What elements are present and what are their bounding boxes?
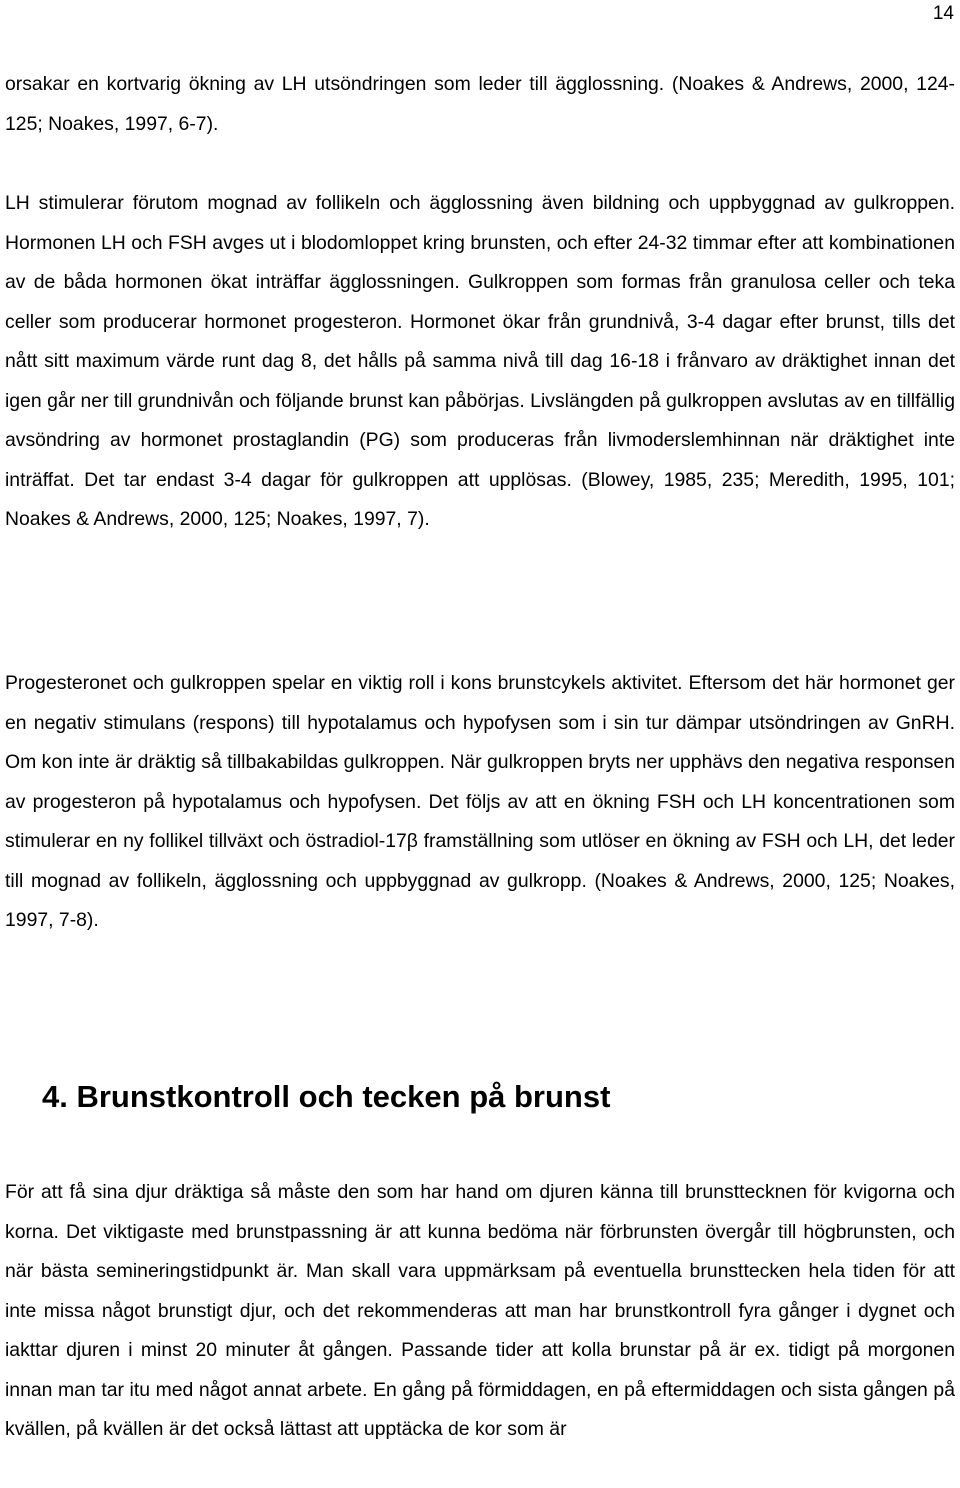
- paragraph-heat-detection: För att få sina djur dräktiga så måste den som har hand om djuren känna till brunsttecknen för kvigorna och korna. Det viktigaste med brunstpassning är att kunna bedöma när förbrunsten övergår till högbrunsten, och när bästa semineringstidpunkt är. Man skall vara uppmärksam på eventuella brunsttecken hela tiden för att inte missa något brunstigt djur, och det rekommenderas att man har brunstkontroll fyra gånger i dygnet och iakttar djuren i minst 20 minuter åt gången. Passande tider att kolla brunstar på är ex. tidigt på morgonen innan man tar itu med något annat arbete. En gång på förmiddagen, en på eftermiddagen och sista gången på kvällen, på kvällen är det också lättast att upptäcka de kor som är: [5, 1181, 955, 1440]
- section-heading: 4. Brunstkontroll och tecken på brunst: [42, 1079, 611, 1114]
- paragraph-lh-ovulation-continuation: orsakar en kortvarig ökning av LH utsöndringen som leder till ägglossning. (Noakes & Andrews, 2000, 124-125; Noakes, 1997, 6-7).: [5, 73, 955, 135]
- paragraph-progesterone-role: Progesteronet och gulkroppen spelar en viktig roll i kons brunstcykels aktivitet. Eftersom det här hormonet ger en negativ stimulans (respons) till hypotalamus och hypofysen som i sin tur dämpar utsöndringen av GnRH. Om kon inte är dräktig så tillbakabildas gulkroppen. När gulkroppen bryts ner upphävs den negativa responsen av progesteron på hypotalamus och hypofysen. Det följs av att en ökning FSH och LH koncentrationen som stimulerar en ny follikel tillväxt och östradiol-17β framställning som utlöser en ökning av FSH och LH, det leder till mognad av follikeln, ägglossning och uppbyggnad av gulkropp. (Noakes & Andrews, 2000, 125; Noakes, 1997, 7-8).: [5, 672, 955, 931]
- paragraph-lh-corpus-luteum: LH stimulerar förutom mognad av follikeln och ägglossning även bildning och uppbyggnad av gulkroppen. Hormonen LH och FSH avges ut i blodomloppet kring brunsten, och efter 24-32 timmar efter att kombinationen av de båda hormonen ökat inträffar ägglossningen. Gulkroppen som formas från granulosa celler och teka celler som producerar hormonet progesteron. Hormonet ökar från grundnivå, 3-4 dagar efter brunst, tills det nått sitt maximum värde runt dag 8, det hålls på samma nivå till dag 16-18 i frånvaro av dräktighet innan det igen går ner till grundnivån och följande brunst kan påbörjas. Livslängden på gulkroppen avslutas av en tillfällig avsöndring av hormonet prostaglandin (PG) som produceras från livmoderslemhinnan när dräktighet inte inträffat. Det tar endast 3-4 dagar för gulkroppen att upplösas. (Blowey, 1985, 235; Meredith, 1995, 101; Noakes & Andrews, 2000, 125; Noakes, 1997, 7).: [5, 192, 955, 530]
- page-number: 14: [932, 3, 954, 24]
